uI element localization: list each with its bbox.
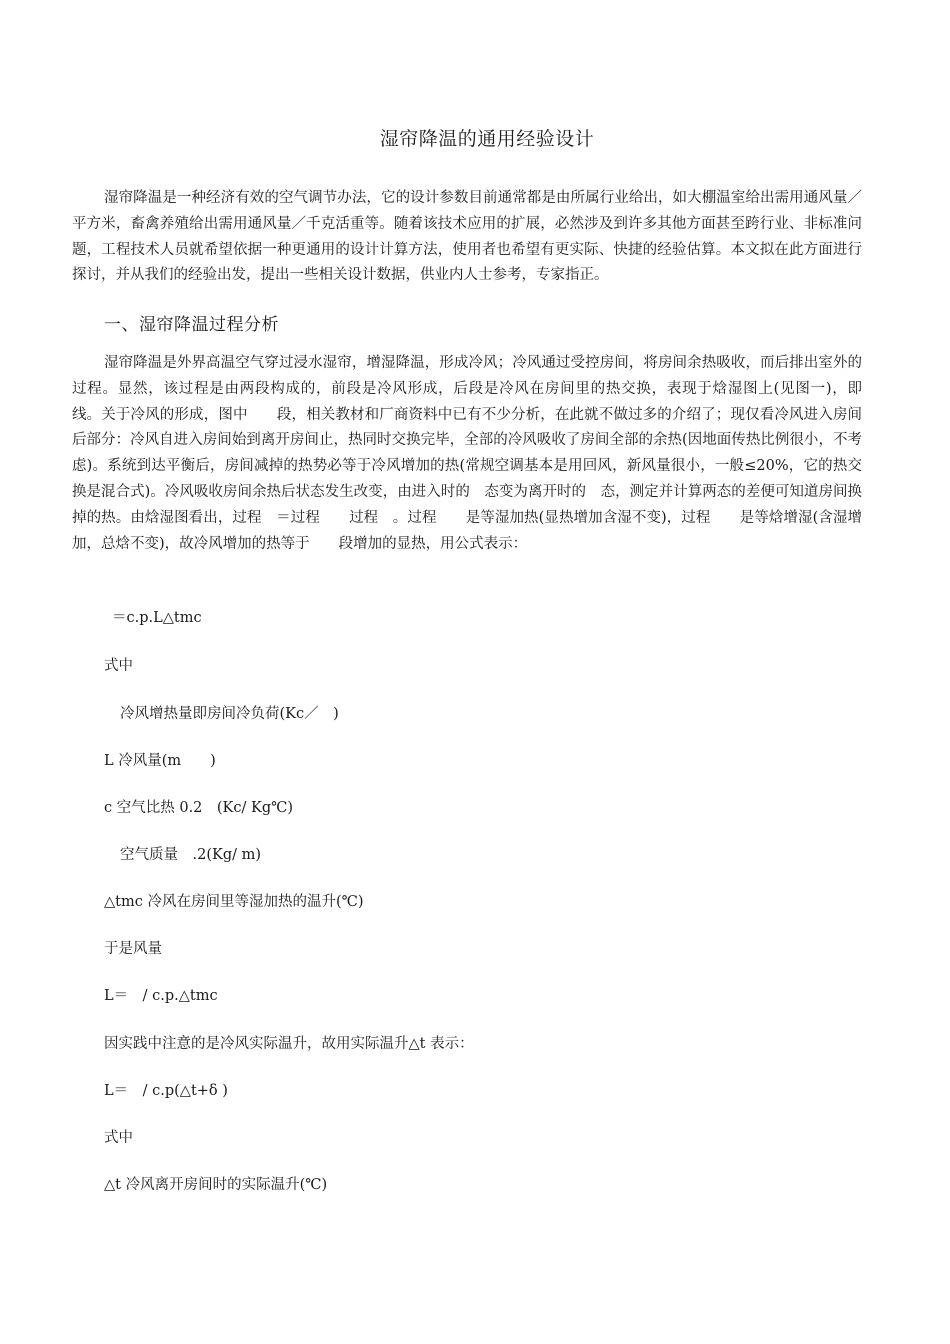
definition-air-density: 空气质量 .2(Kg/ m) [120,847,262,863]
where-label: 式中 [104,658,133,674]
document-title: 湿帘降温的通用经验设计 [379,128,595,150]
section-heading: 一、湿帘降温过程分析 [104,315,279,335]
definition-actual-temperature-rise: △t 冷风离开房间时的实际温升(℃) [104,1177,328,1193]
formula-cooling-load: ＝c.p.L△tmc [112,610,202,626]
definition-airflow: L 冷风量(m ) [104,753,216,769]
formula-airflow-actual: L＝ / c.p(△t+δ ) [104,1083,228,1099]
definition-specific-heat: c 空气比热 0.2 (Kc/ Kg℃) [104,800,293,816]
formula-airflow: L＝ / c.p.△tmc [104,988,218,1004]
where-label-2: 式中 [104,1130,133,1146]
definition-temperature-rise: △tmc 冷风在房间里等湿加热的温升(℃) [104,894,364,910]
definition-heat-gain: 冷风增热量即房间冷负荷(Kc／ ) [120,706,339,722]
intro-paragraph: 湿帘降温是一种经济有效的空气调节办法，它的设计参数目前通常都是由所属行业给出，如大棚温室给出需用通风量／平方米，畜禽养殖给出需用通风量／千克活重等。随着该技术应用的扩展，必然涉及到许多其他方面甚至跨行业、非标准问题，工程技术人员就希望依据一种更通用的设计计算方法，使用者也希望有更实际、快捷的经验估算。本文拟在此方面进行探讨，并从我们的经验出发，提出一些相关设计数据，供业内人士参考，专家指正。 [72,190,862,284]
practice-note: 因实践中注意的是冷风实际温升，故用实际温升△t 表示： [104,1036,474,1052]
so-airflow-label: 于是风量 [104,941,162,957]
section-paragraph: 湿帘降温是外界高温空气穿过浸水湿帘，增湿降温，形成冷风；冷风通过受控房间，将房间余热吸收，而后排出室外的过程。显然，该过程是由两段构成的，前段是冷风形成，后段是冷风在房间里的热交换，表现于焓湿图上(见图一)，即 线。关于冷风的形成，图中 段，相关教材和厂商资料中已有不少分析，在此就不做过多的介绍了；现仅看冷风进入房间后部分：冷风自进入房间始到离开房间止，热同时交换完毕，全部的冷风吸收了房间全部的余热(因地面传热比例很小，不考虑)。系统到达平衡后，房间减掉的热势必等于冷风增加的热(常规空调基本是用回风，新风量很小，一般≤20%，它的热交换是混合式)。冷风吸收房间余热后状态发生改变，由进入时的 态变为离开时的 态，测定并计算两态的差便可知道房间换掉的热。由焓湿图看出，过程 ＝过程 过程 。过程 是等湿加热(显热增加含湿不变)，过程 是等焓增湿(含湿增加，总焓不变)，故冷风增加的热等于 段增加的显热，用公式表示： [72,355,906,552]
